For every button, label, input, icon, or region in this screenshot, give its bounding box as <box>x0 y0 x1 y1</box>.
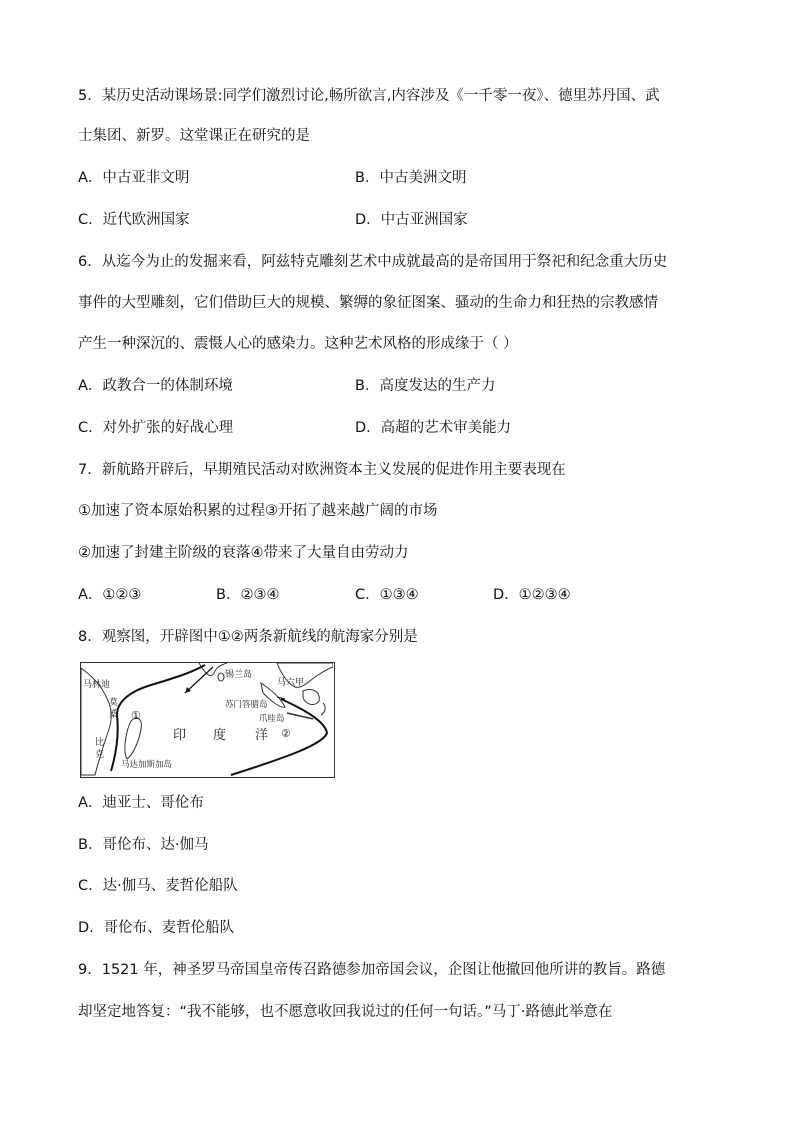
q5-option-a: A．中古亚非文明 <box>78 170 190 186</box>
label-ocean-1: 印 <box>173 728 187 743</box>
label-sumatra: 苏门答腊岛 <box>225 700 268 710</box>
q6-stem-line3: 产生一种深沉的、震慑人心的感染力。这种艺术风格的形成缘于（ ） <box>78 336 518 352</box>
label-malacca: 马六甲 <box>277 678 305 688</box>
q9-stem-line1: 9．1521 年，神圣罗马帝国皇帝传召路德参加帝国会议，企图让他撤回他所讲的教旨。路德 <box>78 962 666 978</box>
q8-stem: 8．观察图，开辟图中①②两条新航线的航海家分别是 <box>78 629 418 645</box>
q9-stem-line2: 却坚定地答复：“我不能够，也不愿意收回我说过的任何一句话。”马丁·路德此举意在 <box>78 1004 613 1020</box>
q8-option-a: A．迪亚士、哥伦布 <box>78 795 204 811</box>
route-map <box>80 662 335 778</box>
q7-option-c: C．①③④ <box>355 587 419 603</box>
label-mozambique-d: 克 <box>95 750 105 760</box>
label-ocean-2: 度 <box>213 728 227 743</box>
q6-option-d: D．高超的艺术审美能力 <box>355 420 512 436</box>
small-island <box>321 703 325 715</box>
label-malindi: 马林迪 <box>83 680 111 690</box>
q7-option-d: D．①②③④ <box>493 587 571 603</box>
q7-option-b: B．②③④ <box>216 587 280 603</box>
q8-option-d: D．哥伦布、麦哲伦船队 <box>78 920 235 936</box>
q7-stem: 7．新航路开辟后，早期殖民活动对欧洲资本主义发展的促进作用主要表现在 <box>78 462 566 478</box>
route-arrow-line <box>185 667 213 693</box>
label-mozambique-a: 莫 <box>109 698 119 708</box>
madagascar-island <box>125 718 141 759</box>
q8-option-b: B．哥伦布、达·伽马 <box>78 837 209 853</box>
route-2-line <box>231 699 327 775</box>
label-java: 爪哇岛 <box>259 714 285 724</box>
label-ocean-3: 洋 <box>255 728 269 743</box>
q6-option-c: C．对外扩张的好战心理 <box>78 420 234 436</box>
ceylon-island <box>218 673 224 681</box>
route-map-drawing <box>81 663 333 776</box>
q6-stem-line2: 事件的大型雕刻，它们借助巨大的规模、繁缛的象征图案、骚动的生命力和狂热的宗教感情 <box>78 295 658 311</box>
q6-option-b: B．高度发达的生产力 <box>355 378 496 394</box>
q5-stem-line1: 5．某历史活动课场景:同学们激烈讨论,畅所欲言,内容涉及《一千零一夜》、德里苏丹国、武 <box>78 88 660 104</box>
label-route-1: ① <box>131 709 141 722</box>
q7-item-line2: ②加速了封建主阶级的衰落④带来了大量自由劳动力 <box>78 545 409 561</box>
label-madagascar: 马达加斯加岛 <box>121 760 173 770</box>
label-mozambique-b: 桑 <box>109 710 119 720</box>
label-route-2: ② <box>281 727 291 740</box>
q5-option-b: B．中古美洲文明 <box>355 170 467 186</box>
q7-option-a: A．①②③ <box>78 587 142 603</box>
label-ceylon: 锡兰岛 <box>225 670 253 680</box>
label-mozambique-c: 比 <box>95 738 105 748</box>
q5-option-d: D．中古亚洲国家 <box>355 212 468 228</box>
q6-option-a: A．政教合一的体制环境 <box>78 378 233 394</box>
q5-option-c: C．近代欧洲国家 <box>78 212 190 228</box>
q8-option-c: C．达·伽马、麦哲伦船队 <box>78 878 238 894</box>
q7-item-line1: ①加速了资本原始积累的过程③开拓了越来越广阔的市场 <box>78 503 438 519</box>
q5-stem-line2: 士集团、新罗。这堂课正在研究的是 <box>78 128 310 144</box>
borneo-island <box>303 689 319 704</box>
q6-stem-line1: 6．从迄今为止的发掘来看，阿兹特克雕刻艺术中成就最高的是帝国用于祭祀和纪念重大历史 <box>78 254 668 270</box>
